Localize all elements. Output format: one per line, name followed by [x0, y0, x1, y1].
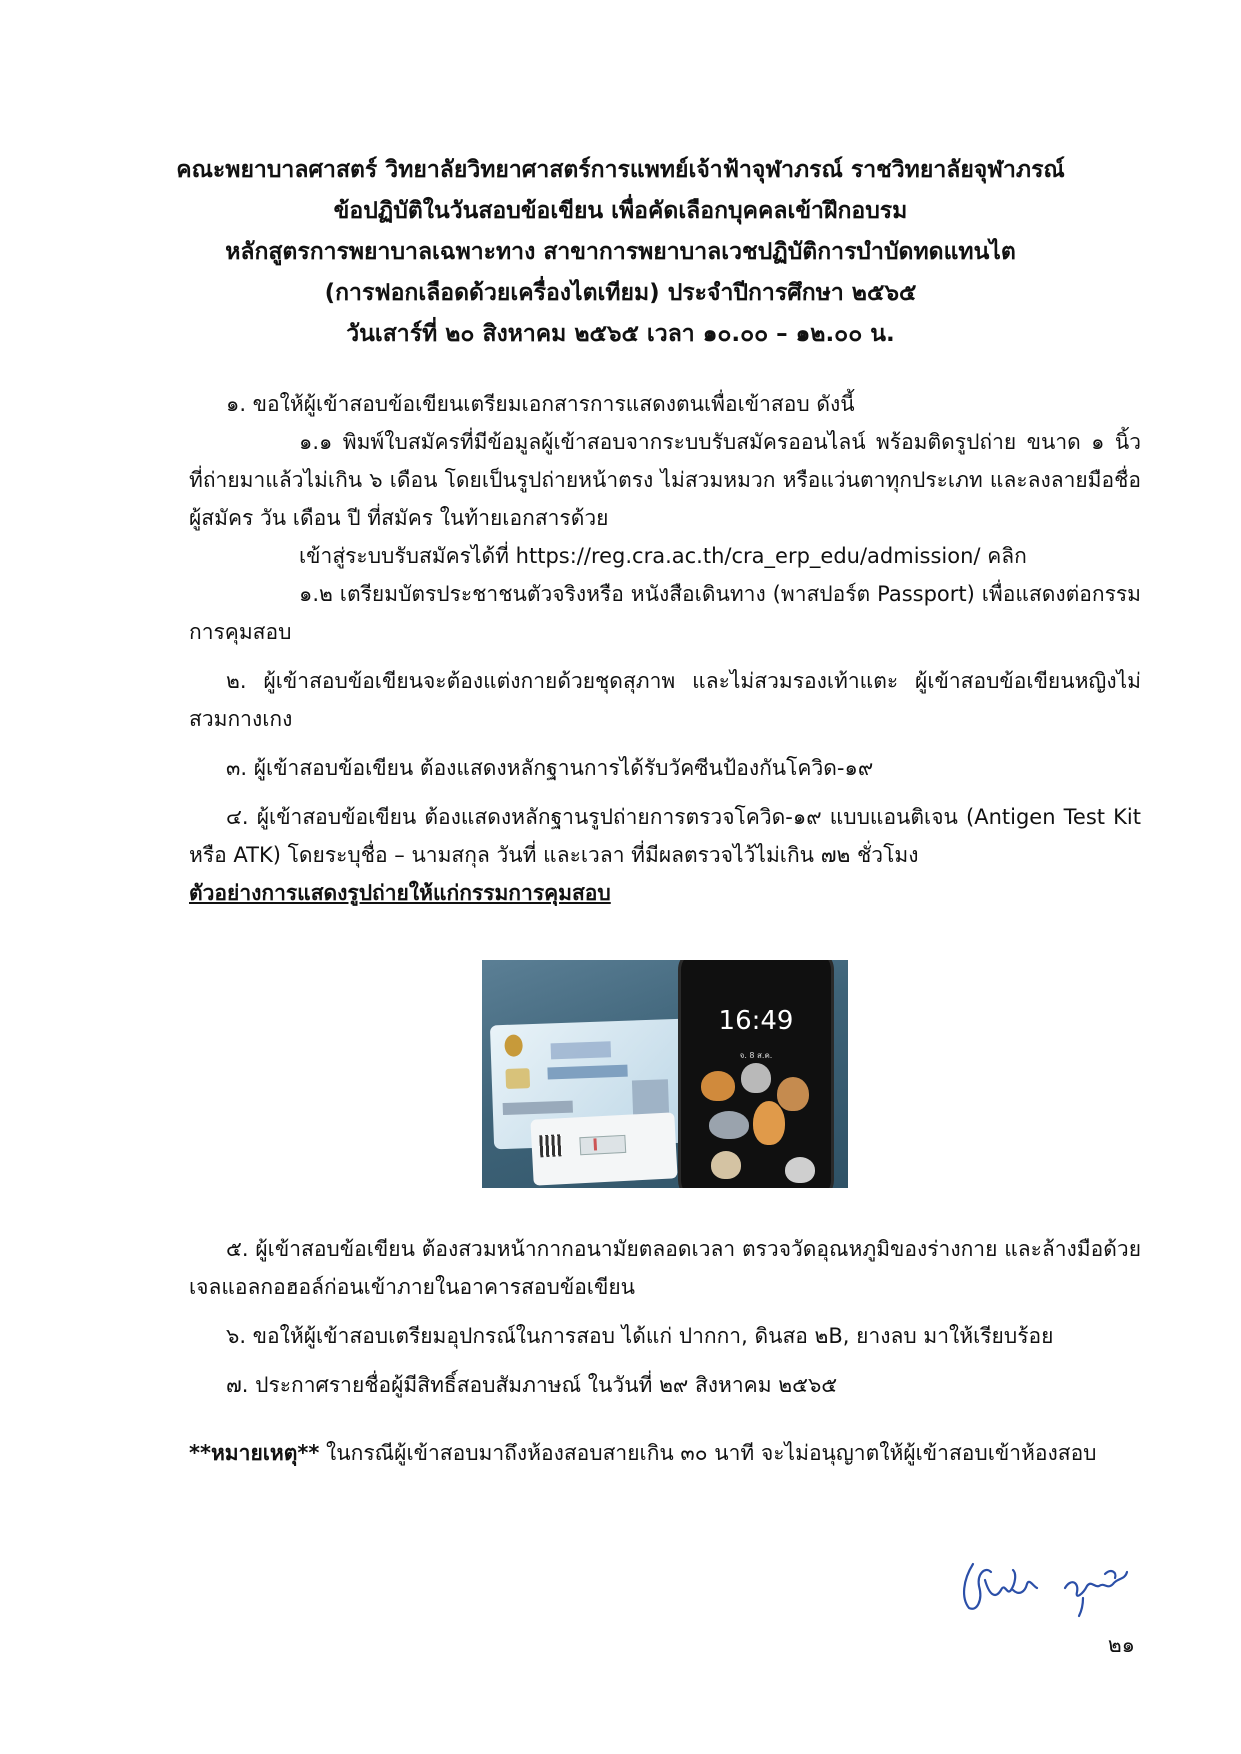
cat-sticker-icon: [701, 1071, 735, 1101]
antigen-test-kit-image: [530, 1112, 677, 1185]
cat-sticker-icon: [785, 1157, 815, 1183]
item-7: ๗. ประกาศรายชื่อผู้มีสิทธิ์สอบสัมภาษณ์ ในวันที่ ๒๙ สิงหาคม ๒๕๖๕: [226, 1373, 838, 1397]
registration-link-text: เข้าสู่ระบบรับสมัครได้ที่ https://reg.cra.ac.th/cra_erp_edu/admission/: [299, 544, 981, 568]
header-line-regulations: ข้อปฏิบัติในวันสอบข้อเขียน เพื่อคัดเลือกบุคคลเข้าฝึกอบรม: [333, 198, 908, 224]
document-header: [150, 150, 1091, 355]
cat-sticker-icon: [709, 1111, 749, 1139]
cat-sticker-icon: [753, 1101, 785, 1145]
cat-sticker-icon: [741, 1063, 771, 1093]
item-1-1: ๑.๑ พิมพ์ใบสมัครที่มีข้อมูลผู้เข้าสอบจากระบบรับสมัครออนไลน์ พร้อมติดรูปถ่าย ขนาด ๑ นิ้ว ที่ถ่ายมาแล้วไม่เกิน ๖ เดือน โดยเป็นรูปถ่ายหน้าตรง ไม่สวมหมวก หรือแว่นตาทุกประเภท และลงลายมือชื่อผู้สมัคร วัน เดือน ปี ที่สมัคร ในท้ายเอกสารด้วย: [189, 430, 1141, 530]
cat-sticker-icon: [711, 1151, 741, 1179]
item-1-2: ๑.๒ เตรียมบัตรประชาชนตัวจริงหรือ หนังสือเดินทาง (พาสปอร์ต Passport) เพื่อแสดงต่อกรรมการคุมสอบ: [189, 582, 1141, 644]
item-5: ๕. ผู้เข้าสอบข้อเขียน ต้องสวมหน้ากากอนามัยตลอดเวลา ตรวจวัดอุณหภูมิของร่างกาย และล้างมือด้วยเจลแอลกอฮอล์ก่อนเข้าภายในอาคารสอบข้อเขียน: [189, 1237, 1141, 1299]
registration-link-click[interactable]: คลิก: [987, 544, 1027, 568]
emblem-icon: [504, 1034, 523, 1057]
item-1: ๑. ขอให้ผู้เข้าสอบข้อเขียนเตรียมเอกสารการแสดงตนเพื่อเข้าสอบ ดังนี้: [226, 392, 855, 416]
handwritten-signature: [955, 1550, 1155, 1620]
item-1-link-line: [189, 537, 1141, 575]
chip-icon: [505, 1068, 530, 1089]
example-photo: [482, 960, 848, 1188]
note-text: ในกรณีผู้เข้าสอบมาถึงห้องสอบสายเกิน ๓๐ นาที จะไม่อนุญาตให้ผู้เข้าสอบเข้าห้องสอบ: [319, 1441, 1097, 1465]
phone-date: จ. 8 ส.ค.: [739, 1051, 773, 1060]
header-line-academic-year: (การฟอกเลือดด้วยเครื่องไตเทียม) ประจำปีการศึกษา ๒๕๖๕: [324, 280, 917, 306]
header-line-faculty: คณะพยาบาลศาสตร์ วิทยาลัยวิทยาศาสตร์การแพทย์เจ้าฟ้าจุฬาภรณ์ ราชวิทยาลัยจุฬาภรณ์: [176, 157, 1065, 183]
header-line-program: หลักสูตรการพยาบาลเฉพาะทาง สาขาการพยาบาลเวชปฏิบัติการบำบัดทดแทนไต: [225, 239, 1016, 265]
note-label: **หมายเหตุ**: [189, 1441, 320, 1465]
cat-sticker-icon: [777, 1077, 809, 1111]
qr-code-icon: [539, 1134, 562, 1157]
note-paragraph: [189, 1434, 1141, 1472]
item-6: ๖. ขอให้ผู้เข้าสอบเตรียมอุปกรณ์ในการสอบ ได้แก่ ปากกา, ดินสอ ๒B, ยางลบ มาให้เรียบร้อย: [226, 1324, 1054, 1348]
document-body: [189, 385, 1141, 1472]
phone-image: [678, 960, 834, 1188]
item-2: ๒. ผู้เข้าสอบข้อเขียนจะต้องแต่งกายด้วยชุดสุภาพ และไม่สวมรองเท้าแตะ ผู้เข้าสอบข้อเขียนหญิงไม่สวมกางเกง: [189, 669, 1141, 731]
example-photo-title: ตัวอย่างการแสดงรูปถ่ายให้แก่กรรมการคุมสอบ: [189, 881, 611, 905]
page-number: ๒๑: [1107, 1633, 1135, 1657]
item-3: ๓. ผู้เข้าสอบข้อเขียน ต้องแสดงหลักฐานการได้รับวัคซีนป้องกันโควิด-๑๙: [226, 756, 874, 780]
phone-time: 16:49: [718, 1006, 794, 1036]
item-4: ๔. ผู้เข้าสอบข้อเขียน ต้องแสดงหลักฐานรูปถ่ายการตรวจโควิด-๑๙ แบบแอนติเจน (Antigen Test Kit หรือ ATK) โดยระบุชื่อ – นามสกุล วันที่ และเวลา ที่มีผลตรวจไว้ไม่เกิน ๗๒ ชั่วโมง: [189, 805, 1141, 867]
header-line-exam-date: วันเสาร์ที่ ๒๐ สิงหาคม ๒๕๖๕ เวลา ๑๐.๐๐ – ๑๒.๐๐ น.: [346, 321, 895, 347]
